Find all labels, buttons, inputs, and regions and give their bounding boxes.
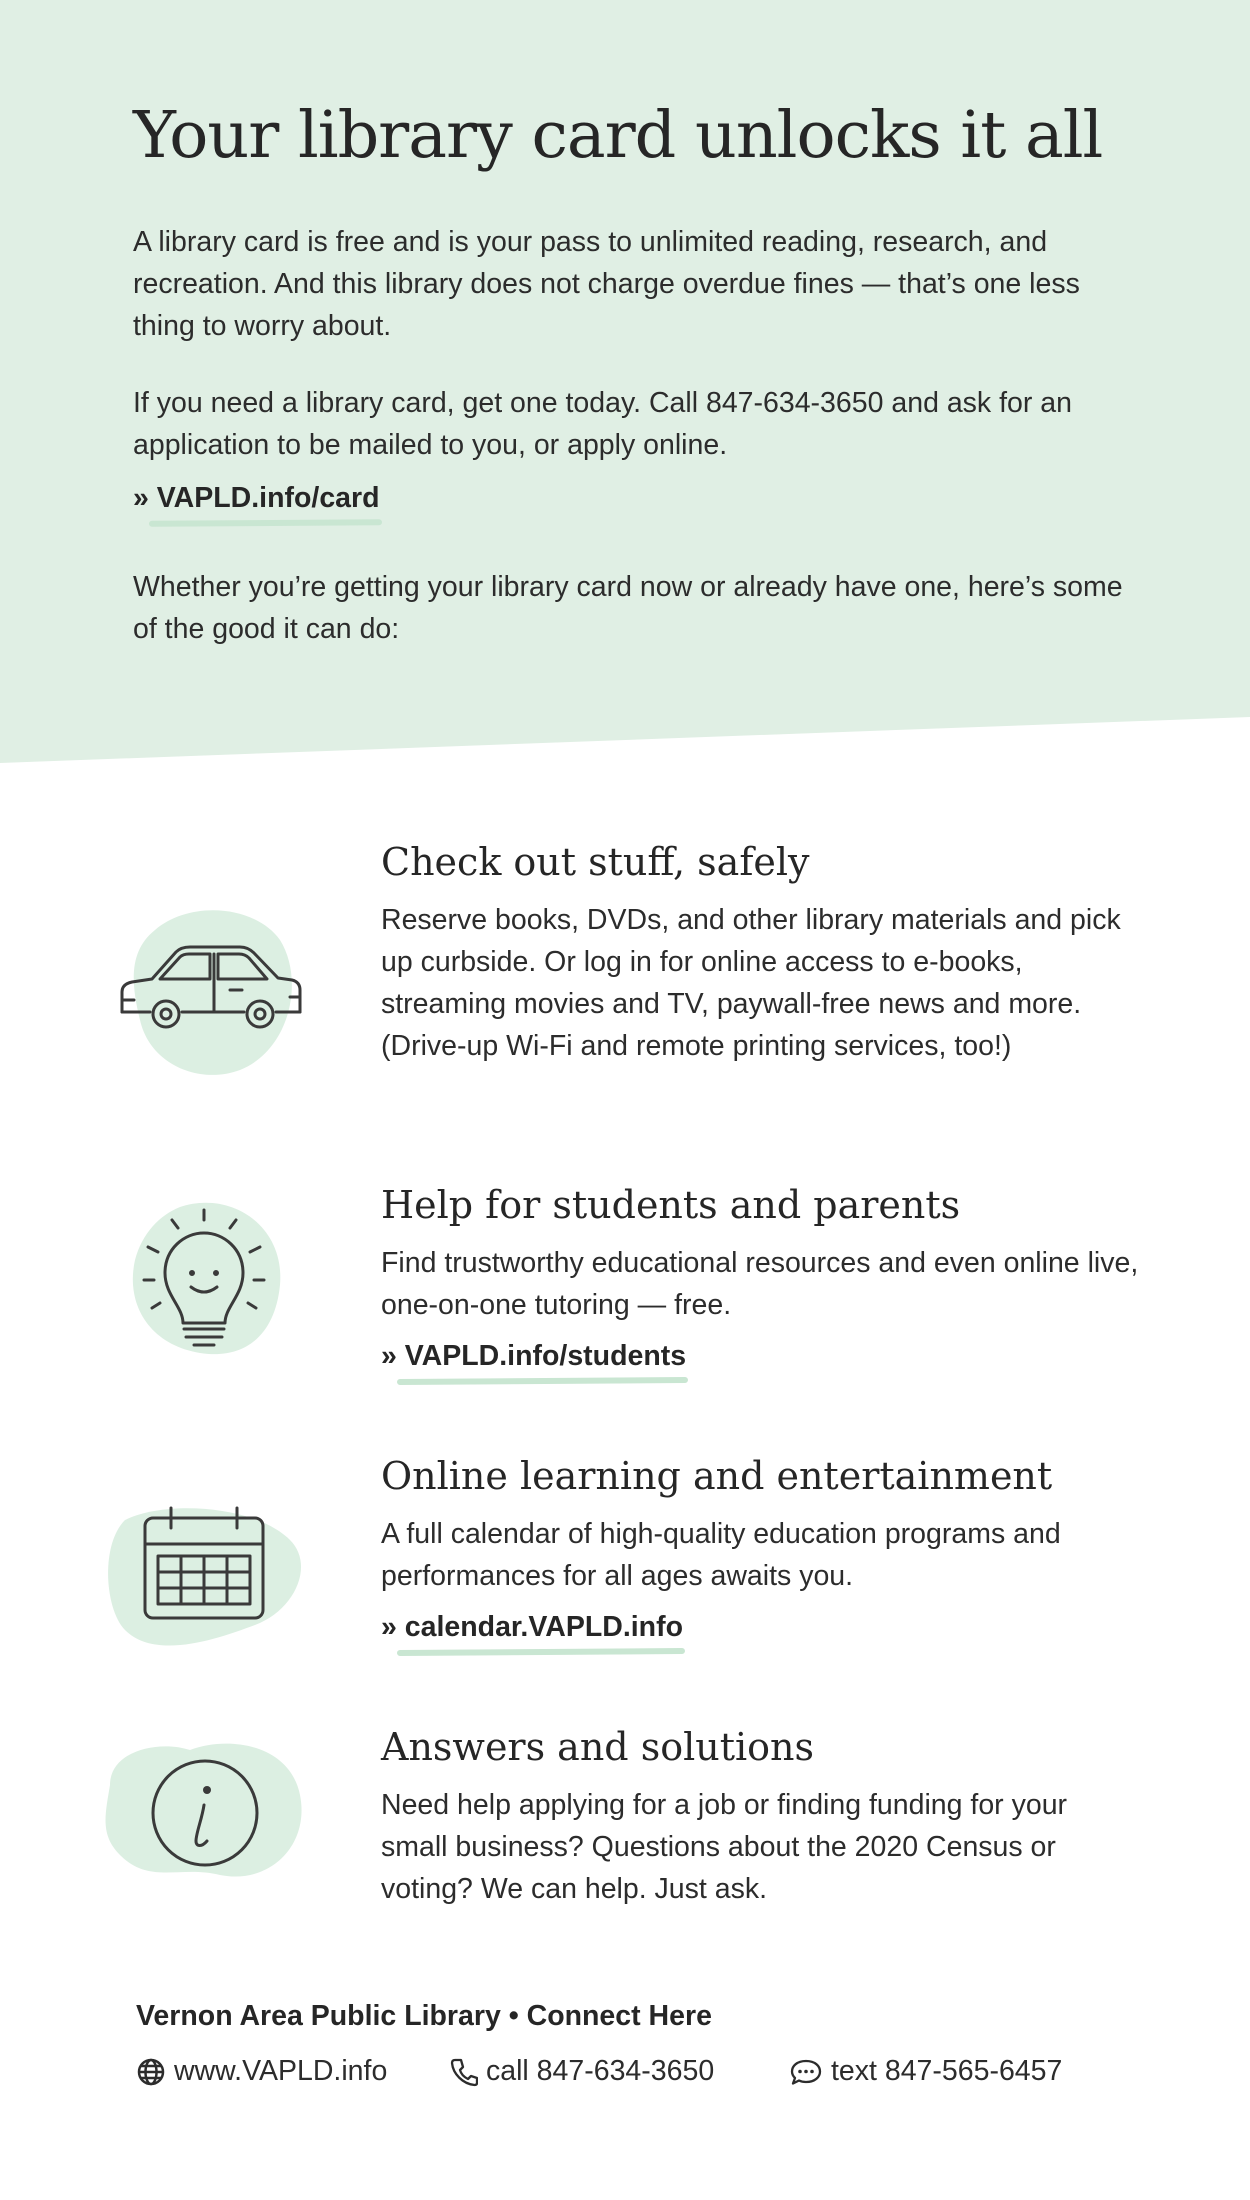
text-contact[interactable]	[789, 2055, 1062, 2088]
website-text[interactable]: www.VAPLD.info	[174, 2055, 388, 2087]
section-title-answers: Answers and solutions	[381, 1725, 814, 1769]
website-contact[interactable]	[136, 2055, 387, 2088]
calendar-icon	[105, 1500, 305, 1670]
car-icon	[110, 900, 310, 1080]
section-title-checkout: Check out stuff, safely	[381, 840, 810, 884]
link-underline	[397, 1377, 688, 1385]
calendar-link[interactable]	[381, 1607, 683, 1647]
section-title-students: Help for students and parents	[381, 1183, 961, 1227]
card-link-text[interactable]: VAPLD.info/card	[156, 482, 380, 514]
section-body-students: Find trustworthy educational resources and even online live, one-on-one tutoring — free.	[381, 1247, 1139, 1321]
call-text[interactable]: call 847-634-3650	[486, 2055, 715, 2087]
calendar-link-text[interactable]: calendar.VAPLD.info	[404, 1611, 683, 1643]
link-arrow: »	[133, 482, 149, 514]
students-link[interactable]	[381, 1336, 686, 1376]
card-link[interactable]	[133, 478, 380, 518]
intro-paragraph-1: A library card is free and is your pass to unlimited reading, research, and recreation. And this library does not charge overdue fines — that’s one less thing to worry about.	[133, 226, 1080, 342]
section-body-checkout: Reserve books, DVDs, and other library materials and pick up curbside. Or log in for online access to e-books, streaming movies and TV, paywall-free news and more. (Drive-up Wi-Fi and remote printing services, too!)	[381, 904, 1121, 1062]
lightbulb-icon	[120, 1195, 300, 1375]
students-link-text[interactable]: VAPLD.info/students	[404, 1340, 687, 1372]
section-body-learning: A full calendar of high-quality education programs and performances for all ages awaits you.	[381, 1518, 1061, 1592]
section-body-answers: Need help applying for a job or finding funding for your small business? Questions about the 2020 Census or voting? We can help. Just ask.	[381, 1789, 1068, 1905]
call-contact[interactable]	[450, 2055, 714, 2088]
section-title-learning: Online learning and entertainment	[381, 1454, 1053, 1498]
info-icon	[100, 1735, 310, 1895]
intro-paragraph-2: If you need a library card, get one today. Call 847-634-3650 and ask for an application to be mailed to you, or apply online.	[133, 387, 1072, 461]
link-arrow: »	[381, 1340, 397, 1372]
link-underline	[397, 1648, 685, 1656]
globe-icon	[136, 2057, 166, 2087]
text-message-text[interactable]: text 847-565-6457	[831, 2055, 1063, 2087]
intro-paragraph-3: Whether you’re getting your library card now or already have one, here’s some of the good it can do:	[133, 571, 1123, 645]
chat-bubble-icon	[789, 2057, 823, 2087]
footer-title: Vernon Area Public Library • Connect Here	[136, 2000, 712, 2032]
phone-icon	[450, 2057, 478, 2087]
page-title: Your library card unlocks it all	[133, 98, 1103, 173]
link-arrow: »	[381, 1611, 397, 1643]
